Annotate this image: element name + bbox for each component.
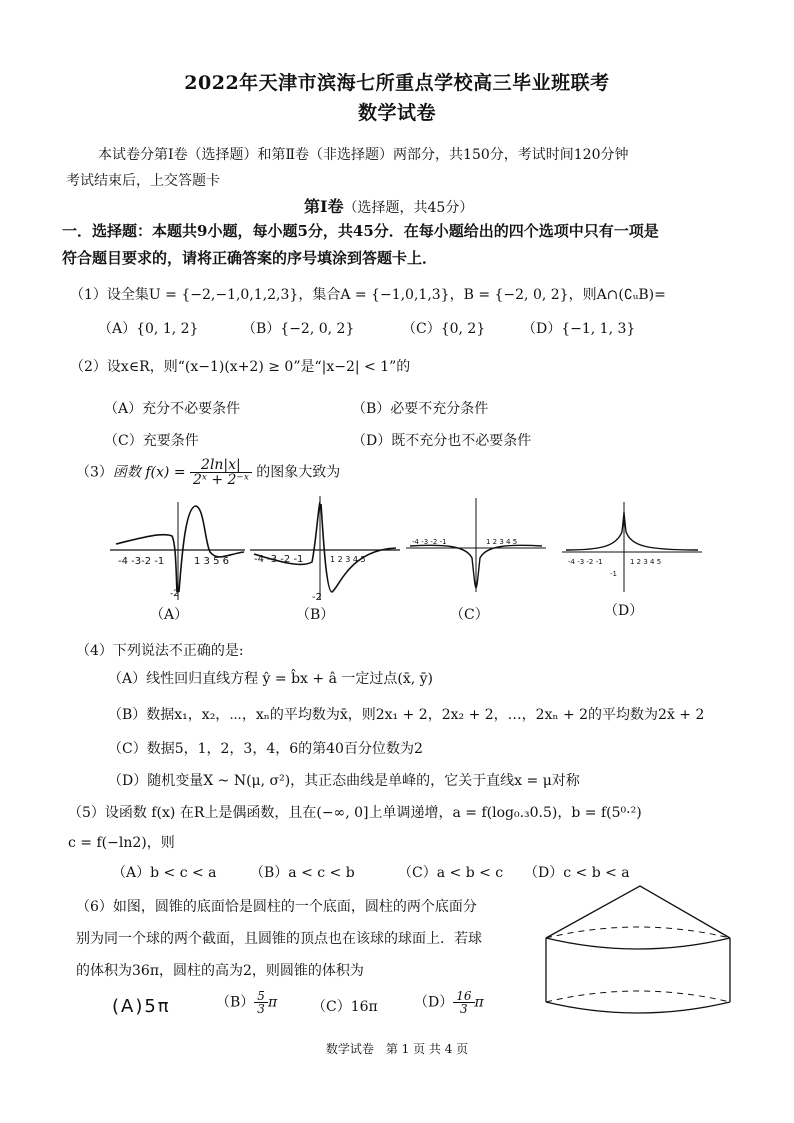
q2-option-b: （B）必要不充分条件 [352, 401, 489, 417]
svg-text:1 2 3 4 5: 1 2 3 4 5 [330, 555, 366, 564]
graph-b [250, 496, 400, 603]
q2-option-c: （C）充要条件 [104, 433, 199, 449]
intro-line-2: 考试结束后，上交答题卡 [66, 173, 220, 189]
q3-fraction: $\frac{2\ln|x|}{\text{2ˣ + 2⁻ˣ}}$ [190, 458, 252, 487]
q6-option-b: （B） $\frac{5}{3}$ π [216, 989, 278, 1016]
svg-text:-2: -2 [170, 589, 179, 599]
q5-option-b: （B）a < c < b [250, 865, 355, 881]
q1-option-c: （C）{0, 2} [402, 321, 486, 337]
exam-title: 2022年天津市滨海七所重点学校高三毕业班联考 [184, 72, 610, 94]
q3-graphs [110, 492, 710, 604]
q6-line-3: 的体积为36π，圆柱的高为2，则圆锥的体积为 [76, 963, 364, 979]
svg-text:-4 -3 -2 -1: -4 -3 -2 -1 [254, 554, 304, 565]
q6-option-a: (A)5π [112, 996, 171, 1017]
q6-line-2: 别为同一个球的两个截面，且圆锥的顶点也在该球的球面上．若球 [76, 931, 482, 947]
q5-stem-1: （5）设函数 f(x) 在R上是偶函数，且在(−∞, 0]上单调递增，a = f(log₀.₃0.5)，b = f(5⁰·²) [68, 805, 642, 821]
svg-text:-4 -3 -2 -1: -4 -3 -2 -1 [412, 538, 447, 546]
q5-option-a: （A）b < c < a [112, 865, 217, 881]
q5-stem-2: c = f(−ln2)，则 [68, 835, 175, 851]
q4-option-c: （C）数据5，1，2，3，4，6的第40百分位数为2 [108, 741, 423, 757]
q3-label-b: （B） [296, 607, 335, 623]
q2-option-d: （D）既不充分也不必要条件 [352, 433, 532, 449]
q3-label-c: （C） [450, 607, 489, 623]
cone-cylinder-figure [538, 882, 738, 1032]
q3-label-d: （D） [604, 603, 644, 619]
q5-option-d: （D）c < b < a [524, 865, 630, 881]
section-instruction-1: 一．选择题：本题共9小题，每小题5分，共45分．在每小题给出的四个选项中只有一项是 [62, 222, 659, 240]
svg-text:1 2 3 4 5: 1 2 3 4 5 [486, 538, 518, 546]
intro-line-1: 本试卷分第Ⅰ卷（选择题）和第Ⅱ卷（非选择题）两部分，共150分，考试时间120分钟 [98, 147, 629, 163]
page-footer: 数学试卷 第 1 页 共 4 页 [325, 1042, 469, 1056]
q3-label-a: （A） [150, 607, 189, 623]
q1-stem: （1）设全集U = {−2,−1,0,1,2,3}，集合A = {−1,0,1,3}，B = {−2, 0, 2}，则A∩(∁ᵤB)= [70, 287, 666, 303]
section-instruction-2: 符合题目要求的，请将正确答案的序号填涂到答题卡上． [62, 249, 438, 267]
svg-text:-4 -3 -2 -1: -4 -3 -2 -1 [568, 558, 603, 566]
q2-stem: （2）设x∈R，则“(x−1)(x+2) ≥ 0”是“|x−2| < 1”的 [70, 359, 411, 375]
graph-d [562, 502, 702, 592]
q1-option-d: （D）{−1, 1, 3} [522, 321, 636, 337]
q4-option-a: （A）线性回归直线方程 ŷ = b̂x + â 一定过点(x̄, ȳ) [108, 671, 434, 687]
svg-text:1 3 5 6: 1 3 5 6 [194, 556, 229, 567]
svg-text:1 2 3 4 5: 1 2 3 4 5 [630, 558, 662, 566]
q1-option-a: （A）{0, 1, 2} [98, 321, 199, 337]
q3-stem: （3）函数 f(x) = $\frac{2\ln|x|}{\text{2ˣ + 2⁻ˣ}}$ 的图象大致为 [76, 457, 341, 488]
svg-text:-4 -3-2 -1: -4 -3-2 -1 [118, 556, 165, 567]
graph-c [406, 498, 546, 592]
q2-option-a: （A）充分不必要条件 [104, 401, 241, 417]
exam-subtitle: 数学试卷 [357, 102, 436, 124]
q1-option-b: （B）{−2, 0, 2} [242, 321, 355, 337]
q4-option-d: （D）随机变量X ~ N(μ, σ²)，其正态曲线是单峰的，它关于直线x = μ对称 [108, 773, 580, 789]
q4-option-b: （B）数据x₁，x₂，⋯，xₙ的平均数为x̄，则2x₁ + 2，2x₂ + 2，…，2xₙ + 2的平均数为2x̄ + 2 [108, 707, 705, 723]
q5-option-c: （C）a < b < c [398, 865, 504, 881]
section-heading: 第Ⅰ卷（选择题，共45分） [304, 197, 474, 216]
q4-stem: （4）下列说法不正确的是: [76, 643, 244, 659]
q6-line-1: （6）如图，圆锥的底面恰是圆柱的一个底面，圆柱的两个底面分 [76, 899, 477, 915]
graph-a [110, 502, 245, 600]
svg-text:-1: -1 [610, 570, 617, 578]
svg-text:-2: -2 [312, 592, 322, 603]
q6-option-c: （C）16π [312, 999, 378, 1015]
q6-option-d: （D） $\frac{16}{3}$ π [414, 989, 484, 1016]
